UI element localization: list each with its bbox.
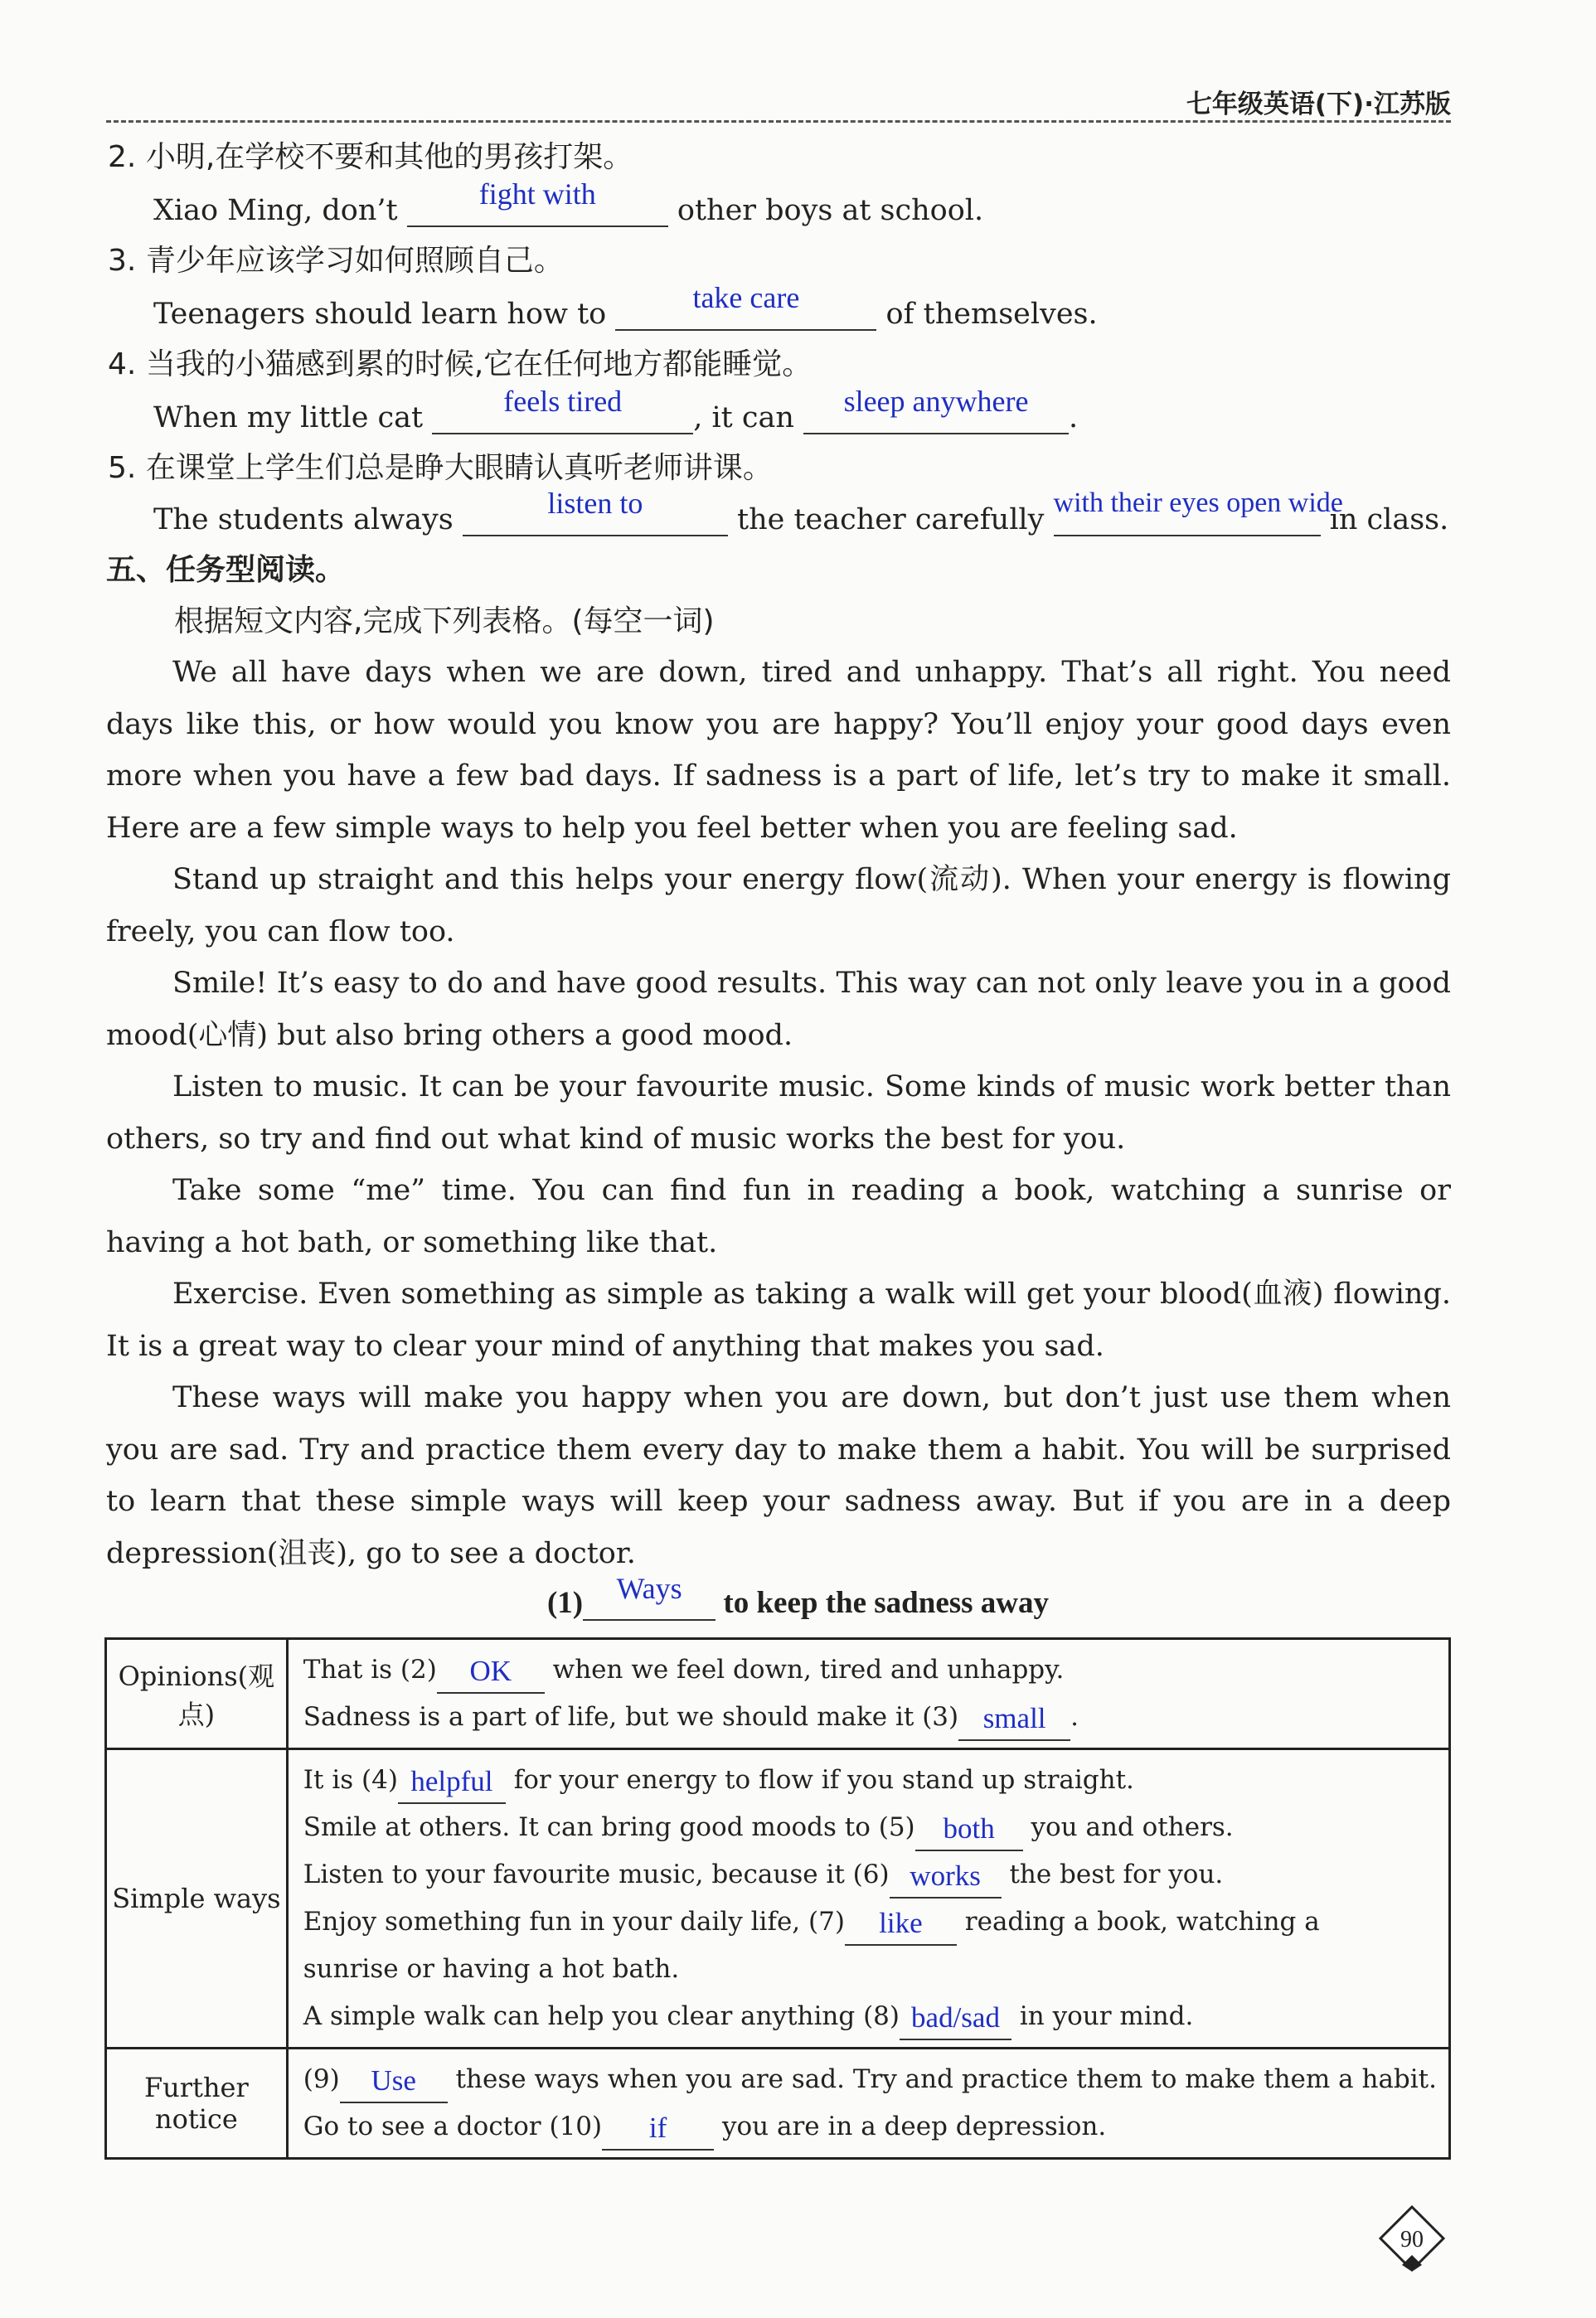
- handwritten-answer: Use: [371, 2064, 416, 2097]
- answer-blank[interactable]: [915, 1812, 1023, 1851]
- paragraph-text: Exercise. Even something as simple as taking a walk will get your blood(血液) flowing. It is a great way to clear your mind of anything that makes you sad.: [106, 1278, 1451, 1363]
- item-2-english: [153, 177, 1451, 227]
- chinese-sentence: 当我的小猫感到累的时候,它在任何地方都能睡觉。: [145, 347, 813, 381]
- passage-paragraph: [106, 1061, 1451, 1165]
- summary-table: [104, 1637, 1451, 2160]
- answer-blank[interactable]: [340, 2064, 448, 2103]
- line-text: you are in a deep depression.: [721, 2112, 1107, 2141]
- handwritten-answer: listen to: [547, 487, 643, 520]
- sentence-part: When my little cat: [153, 401, 424, 434]
- item-5-english: [153, 487, 1451, 536]
- row-label: Further notice: [106, 2049, 288, 2159]
- row-content: [287, 1749, 1449, 2049]
- answer-blank[interactable]: [437, 1655, 545, 1694]
- table-row: [106, 1639, 1450, 1749]
- handwritten-answer: helpful: [410, 1765, 493, 1797]
- handwritten-answer: both: [943, 1812, 995, 1845]
- line-text: reading a book, watching a: [964, 1907, 1320, 1937]
- section-instruction: 根据短文内容,完成下列表格。(每空一词): [174, 604, 715, 638]
- sentence-part: .: [1069, 401, 1079, 434]
- handwritten-answer: sleep anywhere: [843, 385, 1029, 418]
- item-3-english: [153, 281, 1451, 331]
- row-content: [287, 1639, 1449, 1749]
- line-text: A simple walk can help you clear anything (8): [303, 2001, 900, 2031]
- answer-blank[interactable]: [615, 281, 876, 331]
- page-number-badge: [1379, 2205, 1445, 2272]
- table-line: [303, 2103, 1437, 2151]
- table-line: [303, 1694, 1437, 1741]
- answer-blank[interactable]: [407, 177, 668, 227]
- table-line: [303, 1899, 1437, 1946]
- sentence-part: in class.: [1329, 503, 1449, 536]
- paragraph-text: Stand up straight and this helps your energy flow(流动). When your energy is flowing freely, you can flow too.: [106, 863, 1451, 948]
- item-5-chinese: [108, 452, 1451, 485]
- reading-passage: [106, 647, 1451, 1579]
- passage-paragraph: [106, 958, 1451, 1061]
- item-4-chinese: [108, 348, 1451, 381]
- handwritten-answer: if: [648, 2112, 667, 2144]
- line-text: you and others.: [1031, 1812, 1234, 1842]
- page-number: 90: [1400, 2227, 1424, 2253]
- sentence-part: The students always: [153, 503, 454, 536]
- sentence-part: Xiao Ming, don’t: [153, 194, 398, 227]
- answer-blank[interactable]: [890, 1860, 1002, 1899]
- table-line: [303, 1851, 1437, 1899]
- title-text: to keep the sadness away: [723, 1586, 1050, 1620]
- table-line: [303, 1804, 1437, 1851]
- sentence-part: of themselves.: [885, 298, 1098, 331]
- line-text: Go to see a doctor (10): [303, 2112, 603, 2141]
- sentence-part: , it can: [693, 401, 794, 434]
- section-title: 五、任务型阅读。: [106, 553, 346, 587]
- item-number: 5.: [108, 451, 137, 485]
- answer-blank[interactable]: [398, 1765, 506, 1804]
- handwritten-answer: OK: [469, 1655, 512, 1687]
- item-number: 2.: [108, 140, 137, 174]
- row-content: [287, 2049, 1449, 2159]
- line-text: That is (2): [303, 1655, 437, 1685]
- table-line: [303, 1757, 1437, 1804]
- answer-blank[interactable]: [845, 1907, 957, 1946]
- table-row: [106, 2049, 1450, 2159]
- line-text: .: [1070, 1702, 1079, 1732]
- handwritten-answer: take care: [692, 281, 800, 314]
- chinese-sentence: 小明,在学校不要和其他的男孩打架。: [145, 140, 633, 174]
- sentence-part: the teacher carefully: [737, 503, 1045, 536]
- item-3-chinese: [108, 245, 1451, 278]
- handwritten-answer: fight with: [478, 177, 596, 211]
- table-row: [106, 1749, 1450, 2049]
- row-label: Simple ways: [106, 1749, 288, 2049]
- sentence-part: Teenagers should learn how to: [153, 298, 607, 331]
- passage-paragraph: [106, 1268, 1451, 1372]
- answer-blank[interactable]: [1053, 487, 1343, 536]
- line-text: It is (4): [303, 1765, 398, 1795]
- paragraph-text: These ways will make you happy when you are down, but don’t just use them when you are sad. Try and practice them every day to make them a habit. You will be surprised to learn that these simple ways will keep your sadness away. But if you are in a deep depression(沮丧), go to see a doctor.: [106, 1381, 1451, 1570]
- line-text: the best for you.: [1009, 1860, 1224, 1889]
- line-text: these ways when you are sad. Try and practice them to make them a habit.: [455, 2064, 1437, 2094]
- answer-blank[interactable]: [432, 385, 693, 434]
- answer-blank[interactable]: [900, 2001, 1011, 2040]
- line-text: in your mind.: [1019, 2001, 1194, 2031]
- passage-paragraph: [106, 1372, 1451, 1579]
- handwritten-answer: Ways: [616, 1572, 682, 1605]
- page-header-title: 七年级英语(下)·江苏版: [1186, 90, 1451, 119]
- item-4-english: [153, 385, 1451, 434]
- table-line: [303, 1946, 1437, 1993]
- paragraph-text: Smile! It’s easy to do and have good results. This way can not only leave you in a good mood(心情) but also bring others a good mood.: [106, 967, 1451, 1052]
- paragraph-text: Take some “me” time. You can find fun in reading a book, watching a sunrise or having a hot bath, or something like that.: [106, 1174, 1451, 1259]
- table-line: [303, 2056, 1437, 2103]
- line-text: Smile at others. It can bring good moods to (5): [303, 1812, 915, 1842]
- line-text: for your energy to flow if you stand up straight.: [513, 1765, 1134, 1795]
- handwritten-answer: bad/sad: [911, 2001, 1000, 2034]
- chinese-sentence: 在课堂上学生们总是睁大眼睛认真听老师讲课。: [145, 451, 773, 485]
- handwritten-answer: like: [879, 1907, 923, 1939]
- row-label: Opinions(观点): [106, 1639, 288, 1749]
- line-text: (9): [303, 2064, 340, 2094]
- table-line: [303, 1993, 1437, 2040]
- handwritten-answer: feels tired: [503, 385, 623, 418]
- line-text: Sadness is a part of life, but we should make it (3): [303, 1702, 959, 1732]
- paragraph-text: Listen to music. It can be your favourite music. Some kinds of music work better than others, so try and find out what kind of music works the best for you.: [106, 1070, 1451, 1156]
- line-text: Enjoy something fun in your daily life, (7): [303, 1907, 845, 1937]
- line-text: sunrise or having a hot bath.: [303, 1954, 680, 1984]
- passage-paragraph: [106, 1165, 1451, 1268]
- passage-paragraph: [106, 854, 1451, 958]
- answer-blank[interactable]: [583, 1572, 716, 1621]
- table-line: [303, 1646, 1437, 1694]
- handwritten-answer: with their eyes open wide: [1053, 487, 1343, 518]
- answer-blank[interactable]: [958, 1702, 1070, 1741]
- passage-paragraph: [106, 647, 1451, 854]
- item-2-chinese: [108, 141, 1451, 174]
- line-text: Listen to your favourite music, because it (6): [303, 1860, 890, 1889]
- sentence-part: other boys at school.: [677, 194, 984, 227]
- handwritten-answer: works: [910, 1860, 981, 1892]
- answer-blank[interactable]: [463, 487, 728, 536]
- chinese-sentence: 青少年应该学习如何照顾自己。: [145, 244, 564, 278]
- answer-blank[interactable]: [602, 2112, 714, 2151]
- title-number: (1): [546, 1586, 584, 1620]
- line-text: when we feel down, tired and unhappy.: [552, 1655, 1065, 1685]
- item-number: 3.: [108, 244, 137, 278]
- header-divider: [106, 120, 1451, 123]
- item-number: 4.: [108, 347, 137, 381]
- handwritten-answer: small: [982, 1702, 1046, 1734]
- answer-blank[interactable]: [803, 385, 1069, 434]
- paragraph-text: We all have days when we are down, tired and unhappy. That’s all right. You need days like this, or how would you know you are happy? You’ll enjoy your good days even more when you have a few bad days. If sadness is a part of life, let’s try to make it small. Here are a few simple ways to help you feel better when you are feeling sad.: [106, 656, 1451, 845]
- table-title: [0, 1572, 1596, 1621]
